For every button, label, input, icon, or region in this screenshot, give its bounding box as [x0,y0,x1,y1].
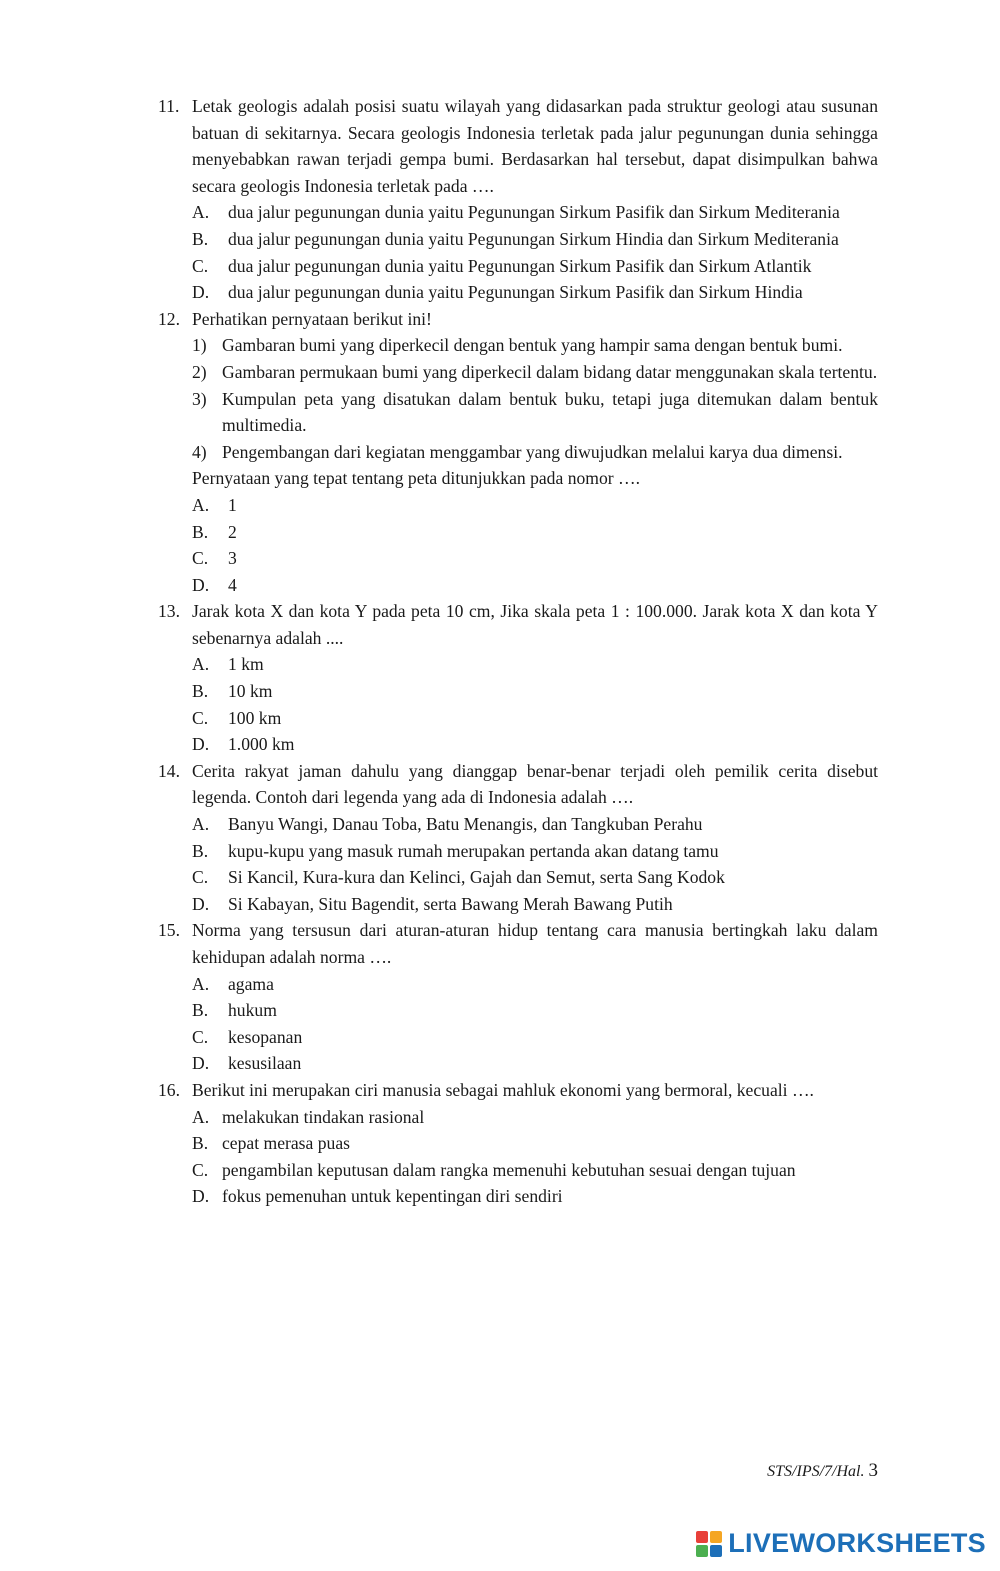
option-text: agama [228,973,274,994]
answer-options [192,811,878,917]
option-letter: B. [192,521,209,542]
option-text: fokus pemenuhan untuk kepentingan diri sendiri [222,1186,563,1207]
option-a[interactable] [192,971,878,998]
question-text: Perhatikan pernyataan berikut ini! [192,308,432,329]
option-letter: A. [192,654,210,675]
option-c[interactable] [192,1024,878,1051]
question-15 [158,917,878,1077]
statement-4 [192,439,878,466]
option-text: dua jalur pegunungan dunia yaitu Pegunungan Sirkum Hindia dan Sirkum Mediterania [228,228,839,249]
option-d[interactable] [192,731,878,758]
option-letter: C. [192,255,209,276]
option-text: 4 [228,574,237,595]
option-a[interactable] [192,492,878,519]
question-text: Norma yang tersusun dari aturan-aturan hidup tentang cara manusia bertingkah laku dalam kehidupan adalah norma …. [192,920,878,967]
statement-1 [192,332,878,359]
liveworksheets-brand[interactable] [696,1528,986,1559]
statement-number: 4) [192,441,207,462]
option-text: dua jalur pegunungan dunia yaitu Pegunungan Sirkum Pasifik dan Sirkum Hindia [228,282,803,303]
option-text: kesopanan [228,1026,303,1047]
worksheet-page [158,93,878,1210]
option-letter: C. [192,867,209,888]
option-letter: A. [192,202,210,223]
question-text: Jarak kota X dan kota Y pada peta 10 cm, Jika skala peta 1 : 100.000. Jarak kota X dan kota Y sebenarnya adalah .... [192,601,878,648]
question-number: 14. [158,760,180,781]
question-11 [158,93,878,306]
option-letter: A. [192,494,210,515]
option-text: 3 [228,548,237,569]
option-d[interactable] [192,1183,878,1210]
option-letter: C. [192,707,209,728]
option-letter: D. [192,893,210,914]
option-text: 10 km [228,681,273,702]
option-text: 1.000 km [228,734,295,755]
answer-options [192,1104,878,1210]
option-text: 1 km [228,654,264,675]
option-b[interactable] [192,1130,878,1157]
question-text: Berikut ini merupakan ciri manusia sebagai mahluk ekonomi yang bermoral, kecuali …. [192,1079,814,1100]
option-a[interactable] [192,651,878,678]
question-number: 11. [158,96,180,116]
option-c[interactable] [192,705,878,732]
statement-number: 3) [192,388,207,409]
option-b[interactable] [192,997,878,1024]
option-d[interactable] [192,572,878,599]
statement-2 [192,359,878,386]
option-b[interactable] [192,678,878,705]
option-text: Si Kabayan, Situ Bagendit, serta Bawang Merah Bawang Putih [228,893,673,914]
statement-text: Kumpulan peta yang disatukan dalam bentuk buku, tetapi juga ditemukan dalam bentuk multimedia. [222,388,878,436]
option-a[interactable] [192,811,878,838]
option-text: dua jalur pegunungan dunia yaitu Pegunungan Sirkum Pasifik dan Sirkum Mediterania [228,202,840,223]
logo-square-1 [696,1531,708,1543]
option-letter: D. [192,282,210,303]
option-text: 2 [228,521,237,542]
option-d[interactable] [192,1050,878,1077]
option-d[interactable] [192,279,878,306]
option-letter: B. [192,228,209,249]
answer-options [192,199,878,305]
option-letter: D. [192,1053,210,1074]
option-text: 100 km [228,707,282,728]
statement-text: Pengembangan dari kegiatan menggambar yang diwujudkan melalui karya dua dimensi. [222,441,843,462]
option-letter: B. [192,681,209,702]
question-text: Letak geologis adalah posisi suatu wilayah yang didasarkan pada struktur geologi atau susunan batuan di sekitarnya. Secara geologis Indonesia terletak pada jalur pegunungan dunia sehingga menyebabkan rawan terjadi gempa bumi. Berdasarkan hal tersebut, dapat disimpulkan bahwa secara geologis Indonesia terletak pada …. [192,96,878,196]
option-text: 1 [228,494,237,515]
logo-square-3 [696,1545,708,1557]
option-text: Si Kancil, Kura-kura dan Kelinci, Gajah dan Semut, serta Sang Kodok [228,867,725,888]
question-12 [158,306,878,599]
question-14 [158,758,878,918]
option-text: kesusilaan [228,1053,302,1074]
option-letter: B. [192,1133,209,1154]
option-text: melakukan tindakan rasional [222,1106,425,1127]
question-number: 12. [158,308,180,329]
answer-options [192,492,878,598]
option-text: kupu-kupu yang masuk rumah merupakan pertanda akan datang tamu [228,840,719,861]
option-letter: A. [192,1106,210,1127]
page-footer [767,1460,878,1482]
answer-options [192,651,878,757]
option-text: dua jalur pegunungan dunia yaitu Pegunungan Sirkum Pasifik dan Sirkum Atlantik [228,255,812,276]
option-c[interactable] [192,1157,878,1184]
option-text: cepat merasa puas [222,1133,350,1154]
statement-3 [192,386,878,439]
option-letter: C. [192,1026,209,1047]
option-text: Banyu Wangi, Danau Toba, Batu Menangis, dan Tangkuban Perahu [228,814,703,835]
option-letter: B. [192,840,209,861]
option-d[interactable] [192,891,878,918]
question-number: 15. [158,920,180,941]
option-letter: B. [192,1000,209,1021]
question-number: 13. [158,601,180,622]
option-c[interactable] [192,864,878,891]
option-letter: A. [192,814,210,835]
statement-list [192,332,878,465]
logo-square-4 [710,1545,722,1557]
option-b[interactable] [192,838,878,865]
option-a[interactable] [192,1104,878,1131]
statement-text: Gambaran bumi yang diperkecil dengan bentuk yang hampir sama dengan bentuk bumi. [222,335,843,356]
option-letter: D. [192,574,210,595]
option-c[interactable] [192,253,878,280]
option-letter: D. [192,1186,210,1207]
option-text: pengambilan keputusan dalam rangka memenuhi kebutuhan sesuai dengan tujuan [222,1159,796,1180]
question-16 [158,1077,878,1210]
option-c[interactable] [192,545,878,572]
document-code: STS/IPS/7/Hal. [767,1463,865,1480]
option-b[interactable] [192,519,878,546]
option-letter: D. [192,734,210,755]
logo-square-2 [710,1531,722,1543]
statement-number: 2) [192,361,207,382]
brand-name: LIVEWORKSHEETS [728,1528,986,1558]
option-letter: C. [192,548,209,569]
question-text: Cerita rakyat jaman dahulu yang dianggap benar-benar terjadi oleh pemilik cerita disebut legenda. Contoh dari legenda yang ada di Indonesia adalah …. [192,760,878,808]
statement-number: 1) [192,335,207,356]
question-prompt: Pernyataan yang tepat tentang peta ditunjukkan pada nomor …. [192,468,641,489]
option-a[interactable] [192,199,878,226]
question-13 [158,598,878,758]
statement-text: Gambaran permukaan bumi yang diperkecil dalam bidang datar menggunakan skala tertentu. [222,361,878,382]
option-b[interactable] [192,226,878,253]
option-letter: C. [192,1159,209,1180]
option-text: hukum [228,1000,277,1021]
page-number: 3 [868,1460,878,1481]
question-number: 16. [158,1079,180,1100]
answer-options [192,971,878,1077]
option-letter: A. [192,973,210,994]
liveworksheets-logo-icon [696,1531,722,1557]
